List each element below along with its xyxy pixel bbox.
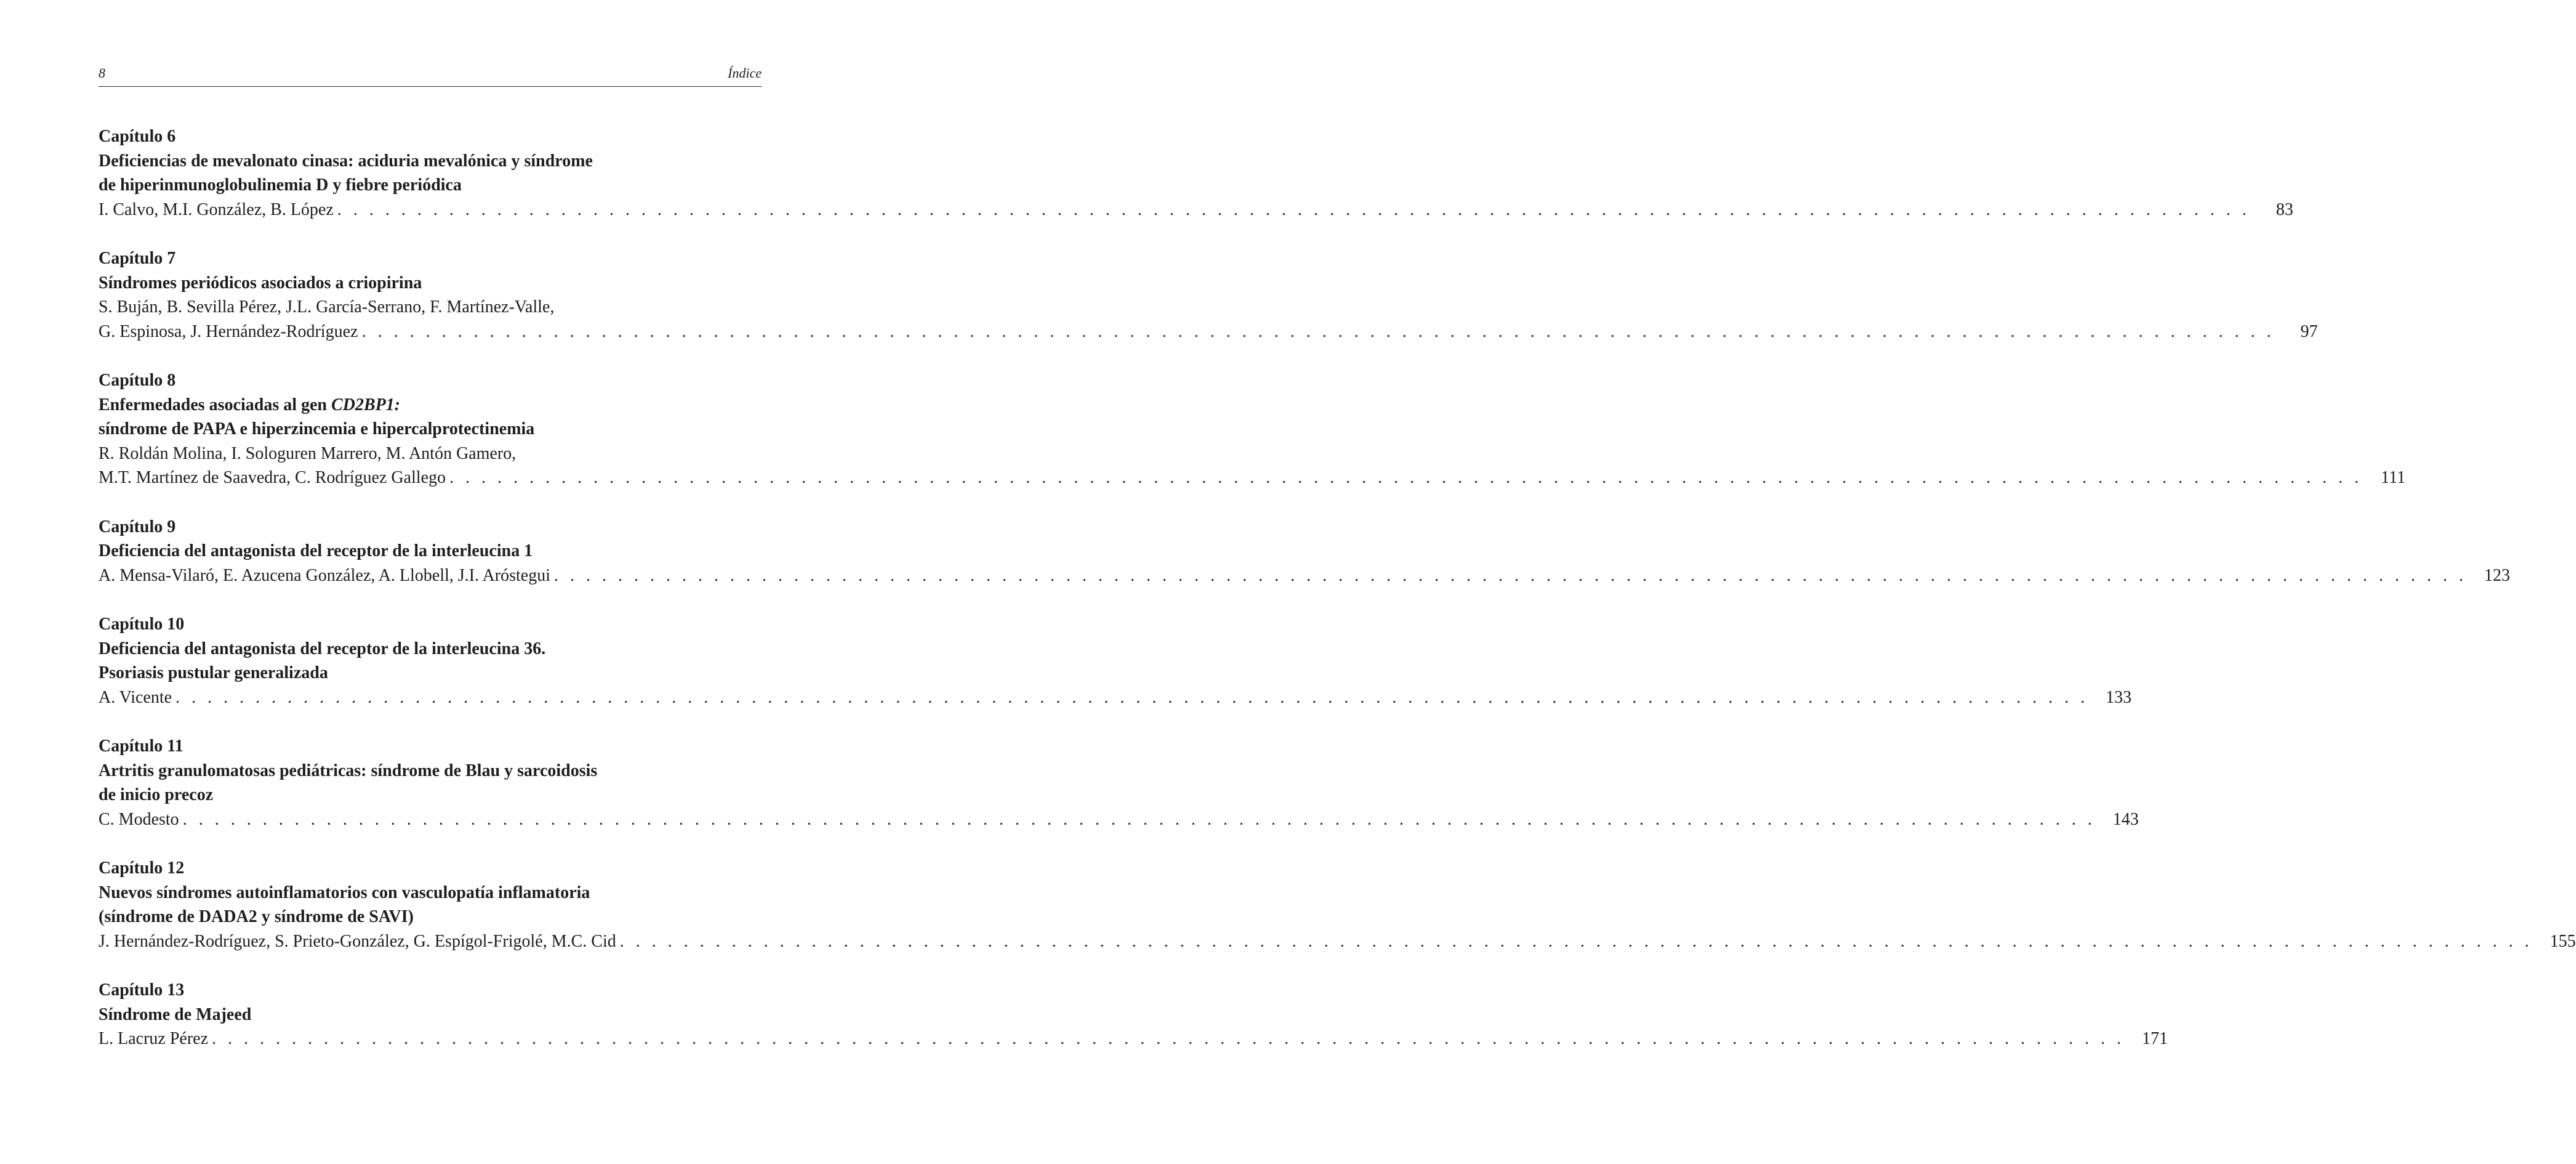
gene-name: CD2BP1: (331, 395, 400, 414)
chapter-label: Capítulo 11 (99, 737, 183, 756)
chapter-title: Psoriasis pustular generalizada (99, 663, 328, 682)
toc-entry-line (99, 466, 2405, 490)
toc-entry (99, 734, 2139, 831)
chapter-page-number: 97 (2300, 321, 2318, 341)
dot-leader: . . . . . . . . . . . . . . . . . . . . . . . . . . . . . . . . . . . . . . . . . . . . . . . . . . . . . . . . . . . . . . . . . . . . . . . . . . . . . . . . . . . . . . . . . . . . . . . . . . . . . . . . . . . . . . . . . . . . . . . . (175, 687, 2089, 707)
chapter-title: de hiperinmunoglobulinemia D y fiebre periódica (99, 176, 462, 195)
chapter-label: Capítulo 6 (99, 127, 176, 146)
chapter-page-number: 133 (2106, 687, 2132, 707)
chapter-title: Artritis granulomatosas pediátricas: síndrome de Blau y sarcoidosis (99, 761, 598, 780)
toc-entry (99, 368, 2405, 490)
dot-leader: . . . . . . . . . . . . . . . . . . . . . . . . . . . . . . . . . . . . . . . . . . . . . . . . . . . . . . . . . . . . . . . . . . . . . . . . . . . . . . . . . . . . . . . . . . . . . . . . . . . . . . . . . . . . . . . . . . . . . . . . (337, 200, 2250, 219)
chapter-label: Capítulo 10 (99, 615, 185, 634)
chapter-label: Capítulo 8 (99, 371, 176, 390)
toc-entry-line (99, 198, 2293, 222)
chapter-label: Capítulo 7 (99, 249, 176, 268)
chapter-authors: J. Hernández-Rodríguez, S. Prieto-González, G. Espígol-Frigolé, M.C. Cid (99, 931, 616, 951)
chapter-authors: I. Calvo, M.I. González, B. López (99, 200, 334, 219)
toc-entry-line (99, 807, 2139, 832)
toc-entry (99, 612, 2132, 709)
chapter-authors: A. Mensa-Vilaró, E. Azucena González, A. Llobell, J.I. Aróstegui (99, 565, 550, 585)
chapter-title: Deficiencia del antagonista del receptor de la interleucina 36. (99, 639, 546, 658)
chapter-authors: G. Espinosa, J. Hernández-Rodríguez (99, 321, 358, 341)
chapter-label: Capítulo 9 (99, 517, 176, 536)
chapter-page-number: 155 (2550, 931, 2576, 951)
toc-entry (99, 246, 2318, 344)
chapter-authors: A. Vicente (99, 687, 172, 707)
chapter-title: Nuevos síndromes autoinflamatorios con vasculopatía inflamatoria (99, 883, 590, 902)
toc-entry-line (99, 929, 2576, 954)
chapter-authors: M.T. Martínez de Saavedra, C. Rodríguez Gallego (99, 468, 446, 487)
chapter-title: Deficiencias de mevalonato cinasa: aciduria mevalónica y síndrome (99, 151, 593, 171)
chapter-title: de inicio precoz (99, 785, 214, 804)
chapter-page-number: 83 (2276, 200, 2293, 219)
chapter-authors: L. Lacruz Pérez (99, 1029, 208, 1048)
chapter-label: Capítulo 12 (99, 859, 185, 878)
chapter-label: Capítulo 13 (99, 980, 185, 1000)
dot-leader: . . . . . . . . . . . . . . . . . . . . . . . . . . . . . . . . . . . . . . . . . . . . . . . . . . . . . . . . . . . . . . . . . . . . . . . . . . . . . . . . . . . . . . . . . . . . . . . . . . . . . . . . . . . . . . . . . . . . . . . . (619, 931, 2533, 951)
toc-entry-line (99, 564, 2510, 588)
chapter-page-number: 111 (2381, 468, 2405, 487)
section-title: Índice (728, 65, 762, 81)
chapter-page-number: 143 (2112, 809, 2139, 829)
toc-entry-line (99, 320, 2318, 344)
dot-leader: . . . . . . . . . . . . . . . . . . . . . . . . . . . . . . . . . . . . . . . . . . . . . . . . . . . . . . . . . . . . . . . . . . . . . . . . . . . . . . . . . . . . . . . . . . . . . . . . . . . . . . . . . . . . . . . . . . . . . . . . (553, 565, 2467, 585)
running-header (99, 67, 762, 87)
toc-entry (99, 515, 2510, 588)
chapter-authors: R. Roldán Molina, I. Sologuren Marrero, M. Antón Gamero, (99, 443, 517, 463)
chapter-title-text: Enfermedades asociadas al gen (99, 395, 331, 414)
chapter-title (99, 393, 653, 418)
dot-leader: . . . . . . . . . . . . . . . . . . . . . . . . . . . . . . . . . . . . . . . . . . . . . . . . . . . . . . . . . . . . . . . . . . . . . . . . . . . . . . . . . . . . . . . . . . . . . . . . . . . . . . . . . . . . . . . . . . . . . . . . (361, 321, 2275, 341)
toc-entry (99, 856, 2576, 953)
chapter-title: Deficiencia del antagonista del receptor de la interleucina 1 (99, 541, 533, 560)
chapter-title: Síndrome de Majeed (99, 1004, 252, 1024)
toc-entry (99, 124, 2293, 222)
chapter-authors: S. Buján, B. Sevilla Pérez, J.L. García-Serrano, F. Martínez-Valle, (99, 297, 555, 317)
page-number: 8 (99, 65, 105, 81)
toc-entry-line (99, 1027, 2168, 1051)
toc-entry-line (99, 685, 2132, 710)
dot-leader: . . . . . . . . . . . . . . . . . . . . . . . . . . . . . . . . . . . . . . . . . . . . . . . . . . . . . . . . . . . . . . . . . . . . . . . . . . . . . . . . . . . . . . . . . . . . . . . . . . . . . . . . . . . . . . . . . . . . . . . . (182, 809, 2096, 829)
dot-leader: . . . . . . . . . . . . . . . . . . . . . . . . . . . . . . . . . . . . . . . . . . . . . . . . . . . . . . . . . . . . . . . . . . . . . . . . . . . . . . . . . . . . . . . . . . . . . . . . . . . . . . . . . . . . . . . . . . . . . . . . (449, 468, 2362, 487)
toc-entry (99, 978, 2168, 1051)
chapter-authors: C. Modesto (99, 809, 179, 829)
dot-leader: . . . . . . . . . . . . . . . . . . . . . . . . . . . . . . . . . . . . . . . . . . . . . . . . . . . . . . . . . . . . . . . . . . . . . . . . . . . . . . . . . . . . . . . . . . . . . . . . . . . . . . . . . . . . . . . . . . . . . . . . (212, 1029, 2125, 1048)
chapter-title: Síndromes periódicos asociados a criopirina (99, 273, 422, 293)
document-page (99, 65, 2576, 1076)
chapter-page-number: 123 (2484, 565, 2510, 585)
chapter-title: síndrome de PAPA e hiperzincemia e hipercalprotectinemia (99, 419, 535, 439)
table-of-contents (99, 124, 2576, 1051)
chapter-page-number: 171 (2142, 1029, 2168, 1048)
chapter-title: (síndrome de DADA2 y síndrome de SAVI) (99, 907, 414, 926)
